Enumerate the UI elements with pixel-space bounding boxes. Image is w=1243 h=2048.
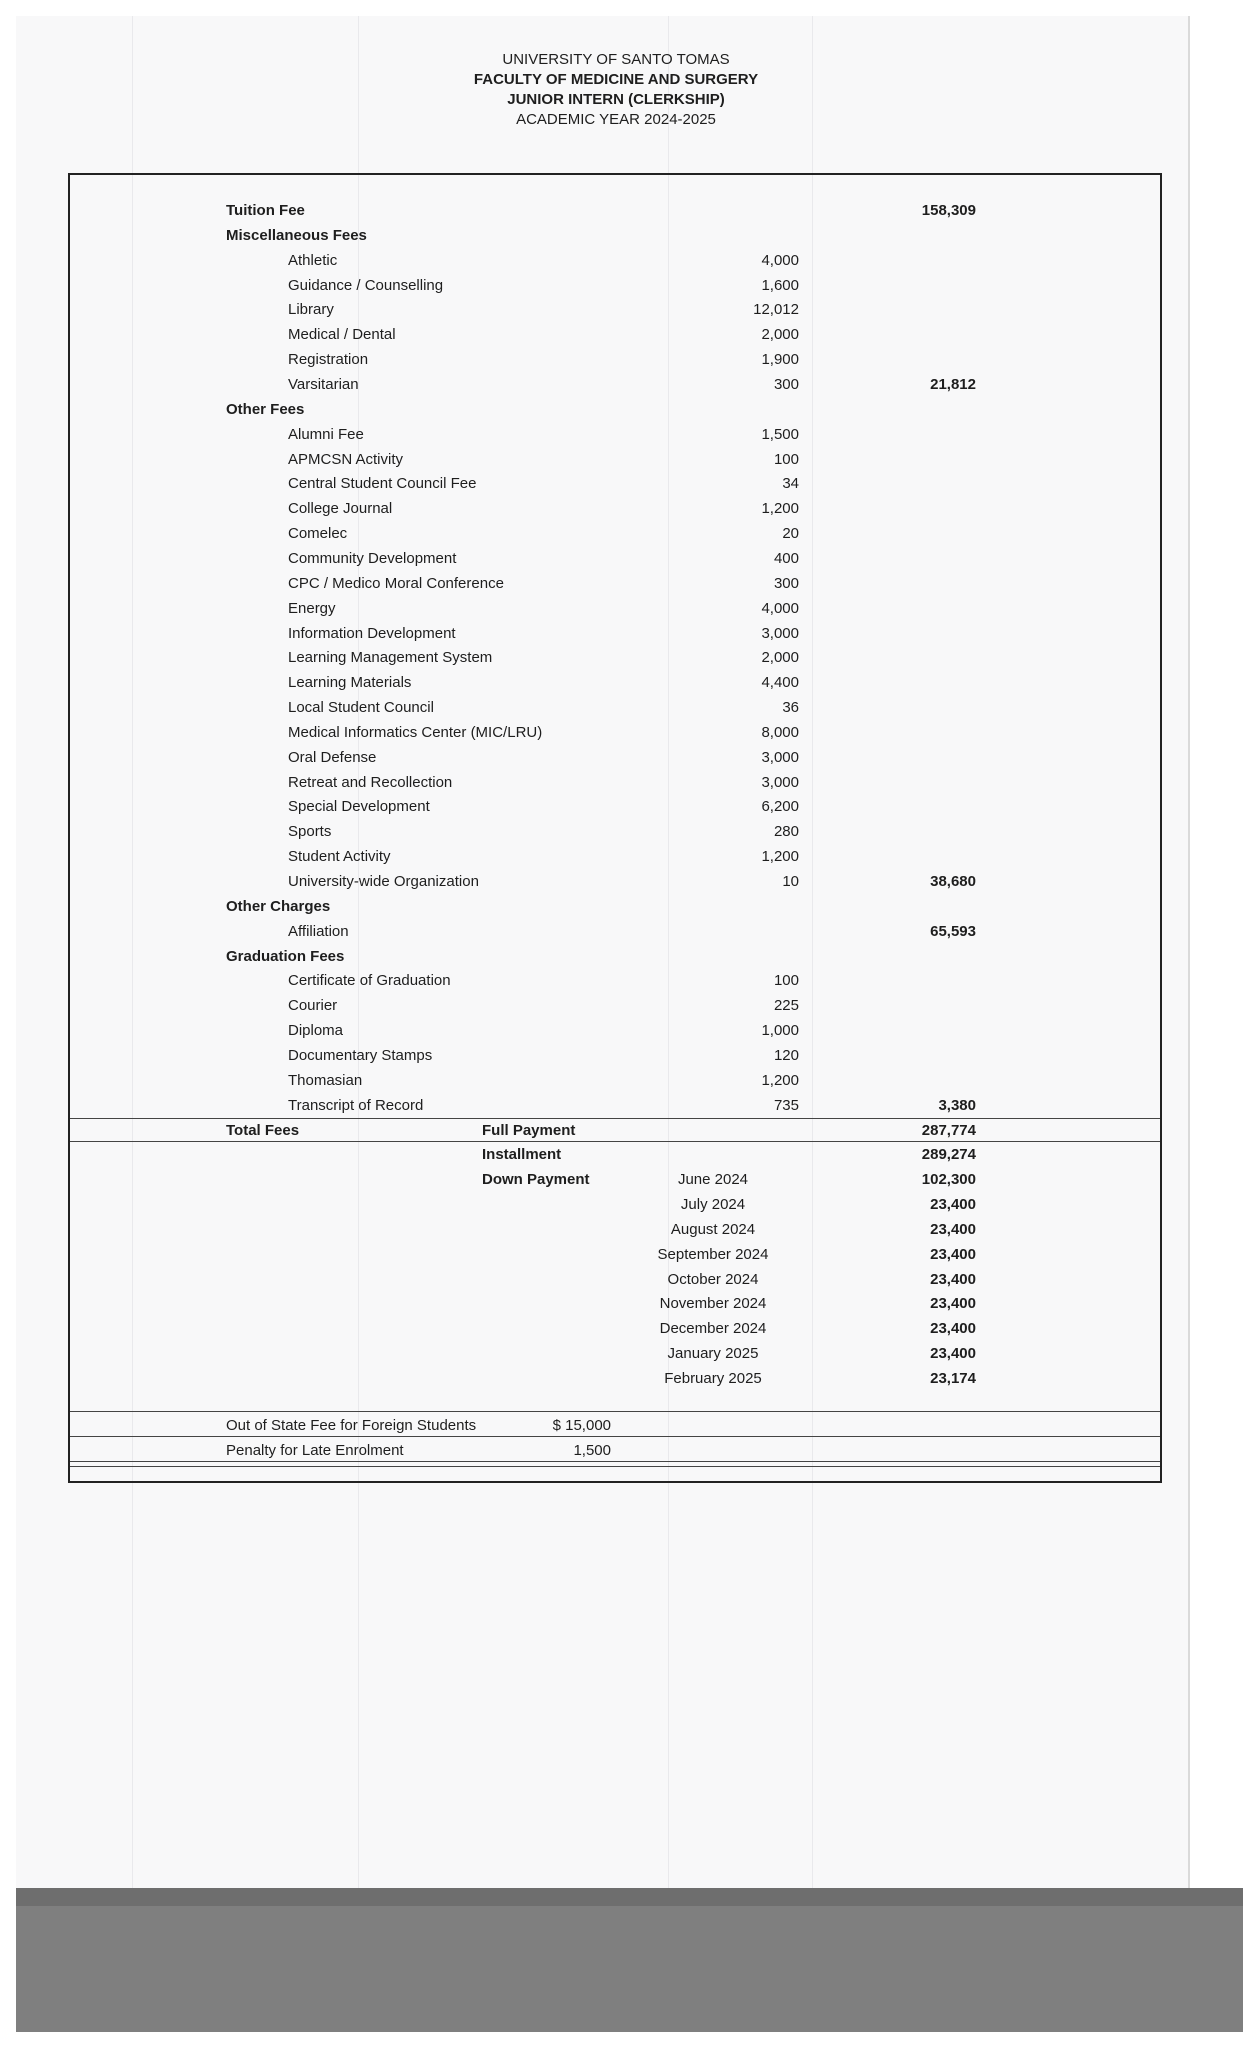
table-row <box>0 920 1243 944</box>
schedule-amount: 102,300 <box>921 1171 976 1189</box>
other-item-amount: 34 <box>782 475 799 493</box>
schedule-amount: 23,400 <box>930 1295 976 1313</box>
table-row <box>0 398 1243 422</box>
schedule-month: October 2024 <box>667 1270 759 1288</box>
graduation-heading: Graduation Fees <box>226 947 345 965</box>
other-item-amount: 3,000 <box>761 748 799 766</box>
misc-item-amount: 12,012 <box>753 301 799 319</box>
tuition-label: Tuition Fee <box>226 202 305 219</box>
table-row <box>0 820 1243 844</box>
scan-bottom-band-top <box>16 1888 1243 1906</box>
graduation-item-amount: 225 <box>773 997 799 1015</box>
table-row <box>0 671 1243 695</box>
other-item-amount: 20 <box>782 525 799 543</box>
row-divider <box>70 1461 1160 1462</box>
schedule-month: November 2024 <box>659 1295 767 1313</box>
table-row <box>0 423 1243 447</box>
table-row <box>0 1243 1243 1267</box>
table-row <box>0 1044 1243 1068</box>
other-item-amount: 300 <box>773 574 799 592</box>
graduation-item-amount: 100 <box>773 972 799 990</box>
graduation-item-name: Documentary Stamps <box>288 1046 433 1064</box>
extra-fee-label: Out of State Fee for Foreign Students <box>226 1416 477 1434</box>
other-item-amount: 36 <box>782 699 799 716</box>
table-row <box>0 522 1243 546</box>
charges-item-name: Affiliation <box>288 922 349 940</box>
other-item-name: Comelec <box>288 525 348 543</box>
schedule-month: February 2025 <box>664 1369 762 1387</box>
other-item-amount: 2,000 <box>761 649 799 667</box>
other-item-amount: 10 <box>782 873 799 890</box>
table-row <box>0 1193 1243 1217</box>
table-row <box>0 994 1243 1018</box>
table-row <box>0 298 1243 322</box>
table-row <box>0 199 1243 223</box>
table-row <box>0 1168 1243 1192</box>
table-row <box>0 895 1243 919</box>
other-item-amount: 100 <box>773 450 799 468</box>
table-row <box>0 547 1243 571</box>
other-item-amount: 8,000 <box>761 723 799 741</box>
university-name: UNIVERSITY OF SANTO TOMAS <box>502 51 730 68</box>
table-row <box>0 646 1243 670</box>
other-item-name: Learning Management System <box>288 649 493 667</box>
other-item-amount: 400 <box>773 549 799 567</box>
table-row <box>0 721 1243 745</box>
other-item-name: Local Student Council <box>288 699 434 716</box>
row-divider <box>70 1436 1160 1437</box>
table-row <box>0 472 1243 496</box>
row-divider <box>70 1466 1160 1467</box>
table-row <box>0 373 1243 397</box>
scan-bottom-band <box>16 1888 1243 2032</box>
other-item-amount: 280 <box>773 823 799 841</box>
full-payment-amount: 287,774 <box>921 1121 976 1139</box>
table-row <box>0 274 1243 298</box>
tuition-total: 158,309 <box>921 202 976 219</box>
charges-item-total: 65,593 <box>930 922 976 940</box>
misc-item-amount: 4,000 <box>761 251 799 269</box>
other-item-amount: 1,200 <box>761 848 799 866</box>
table-row <box>0 969 1243 993</box>
table-row <box>0 1143 1243 1167</box>
schedule-month: August 2024 <box>670 1220 756 1238</box>
table-row <box>0 348 1243 372</box>
table-row <box>0 1367 1243 1391</box>
schedule-amount: 23,400 <box>930 1220 976 1238</box>
full-payment-label: Full Payment <box>482 1121 576 1139</box>
extra-fee-amount: 1,500 <box>573 1441 611 1459</box>
schedule-amount: 23,174 <box>930 1369 976 1387</box>
misc-item-name: Guidance / Counselling <box>288 276 444 294</box>
extra-fee-amount: $ 15,000 <box>552 1416 611 1434</box>
row-divider <box>70 1411 1160 1412</box>
schedule-amount: 23,400 <box>930 1345 976 1363</box>
schedule-amount: 23,400 <box>930 1320 976 1338</box>
other-item-amount: 6,200 <box>761 798 799 816</box>
graduation-item-name: Courier <box>288 997 338 1015</box>
installment-label: Installment <box>482 1146 562 1164</box>
table-row <box>0 771 1243 795</box>
other-item-name: APMCSN Activity <box>288 450 404 468</box>
other-item-name: Retreat and Recollection <box>288 773 453 791</box>
graduation-item-name: Thomasian <box>288 1071 363 1089</box>
table-row <box>0 795 1243 819</box>
graduation-item-amount: 735 <box>773 1096 799 1114</box>
other-item-amount: 3,000 <box>761 624 799 642</box>
other-item-name: Central Student Council Fee <box>288 475 477 493</box>
misc-item-amount: 1,600 <box>761 276 799 294</box>
graduation-item-amount: 1,000 <box>761 1022 799 1040</box>
other-item-name: Medical Informatics Center (MIC/LRU) <box>288 723 543 741</box>
table-row <box>0 1119 1243 1143</box>
charges-heading: Other Charges <box>226 897 331 915</box>
faculty-name: FACULTY OF MEDICINE AND SURGERY <box>473 71 759 88</box>
misc-item-name: Medical / Dental <box>288 326 396 344</box>
other-item-name: College Journal <box>288 500 393 518</box>
table-row <box>0 497 1243 521</box>
schedule-amount: 23,400 <box>930 1245 976 1263</box>
schedule-amount: 23,400 <box>930 1270 976 1288</box>
table-row <box>0 1268 1243 1292</box>
graduation-item-name: Diploma <box>288 1022 344 1040</box>
graduation-item-name: Transcript of Record <box>288 1096 424 1114</box>
other-item-name: Learning Materials <box>288 674 412 692</box>
other-item-name: Special Development <box>288 798 430 816</box>
schedule-month: December 2024 <box>659 1320 767 1338</box>
table-row <box>0 622 1243 646</box>
table-row <box>0 323 1243 347</box>
graduation-item-amount: 1,200 <box>761 1071 799 1089</box>
other-item-amount: 3,000 <box>761 773 799 791</box>
other-item-amount: 4,000 <box>761 599 799 617</box>
table-row <box>0 1069 1243 1093</box>
table-row <box>0 696 1243 720</box>
table-row <box>0 1414 1243 1438</box>
total-fees-label: Total Fees <box>226 1121 300 1139</box>
table-row <box>0 870 1243 894</box>
schedule-month: January 2025 <box>667 1345 759 1363</box>
graduation-item-name: Certificate of Graduation <box>288 972 451 990</box>
misc-heading: Miscellaneous Fees <box>226 226 367 244</box>
other-item-name: Information Development <box>288 624 456 642</box>
other-heading: Other Fees <box>226 400 305 418</box>
misc-item-name: Varsitarian <box>288 376 359 393</box>
table-row <box>0 1439 1243 1463</box>
table-row <box>0 224 1243 248</box>
schedule-month: September 2024 <box>657 1245 769 1263</box>
extra-fee-label: Penalty for Late Enrolment <box>226 1441 404 1459</box>
schedule-amount: 23,400 <box>930 1196 976 1213</box>
other-item-name: Student Activity <box>288 848 391 866</box>
installment-amount: 289,274 <box>921 1146 976 1164</box>
row-divider <box>70 1141 1160 1142</box>
table-row <box>0 746 1243 770</box>
graduation-section-total: 3,380 <box>938 1096 976 1114</box>
table-row <box>0 845 1243 869</box>
table-row <box>0 448 1243 472</box>
other-item-name: Alumni Fee <box>288 425 364 443</box>
document-header <box>0 50 1232 130</box>
program-name: JUNIOR INTERN (CLERKSHIP) <box>507 91 725 108</box>
schedule-month: June 2024 <box>677 1171 749 1189</box>
table-row <box>0 249 1243 273</box>
table-row <box>0 1292 1243 1316</box>
misc-item-name: Athletic <box>288 251 338 269</box>
other-item-amount: 1,500 <box>761 425 799 443</box>
other-item-name: Community Development <box>288 549 457 567</box>
table-row <box>0 597 1243 621</box>
table-row <box>0 572 1243 596</box>
table-row <box>0 945 1243 969</box>
other-item-name: University-wide Organization <box>288 873 479 890</box>
table-row <box>0 1317 1243 1341</box>
misc-section-total: 21,812 <box>930 376 976 393</box>
misc-item-amount: 1,900 <box>761 351 799 369</box>
other-item-name: Sports <box>288 823 332 841</box>
table-row <box>0 1342 1243 1366</box>
other-item-name: Oral Defense <box>288 748 377 766</box>
misc-item-name: Registration <box>288 351 369 369</box>
schedule-month: July 2024 <box>680 1196 746 1213</box>
other-item-amount: 1,200 <box>761 500 799 518</box>
misc-item-amount: 300 <box>773 376 799 393</box>
other-section-total: 38,680 <box>930 873 976 890</box>
table-row <box>0 1019 1243 1043</box>
down-payment-label: Down Payment <box>482 1171 590 1189</box>
academic-year: ACADEMIC YEAR 2024-2025 <box>516 111 716 128</box>
other-item-name: CPC / Medico Moral Conference <box>288 574 504 592</box>
graduation-item-amount: 120 <box>773 1046 799 1064</box>
table-row <box>0 1094 1243 1118</box>
misc-item-amount: 2,000 <box>761 326 799 344</box>
other-item-amount: 4,400 <box>761 674 799 692</box>
misc-item-name: Library <box>288 301 334 319</box>
other-item-name: Energy <box>288 599 336 617</box>
table-row <box>0 1218 1243 1242</box>
